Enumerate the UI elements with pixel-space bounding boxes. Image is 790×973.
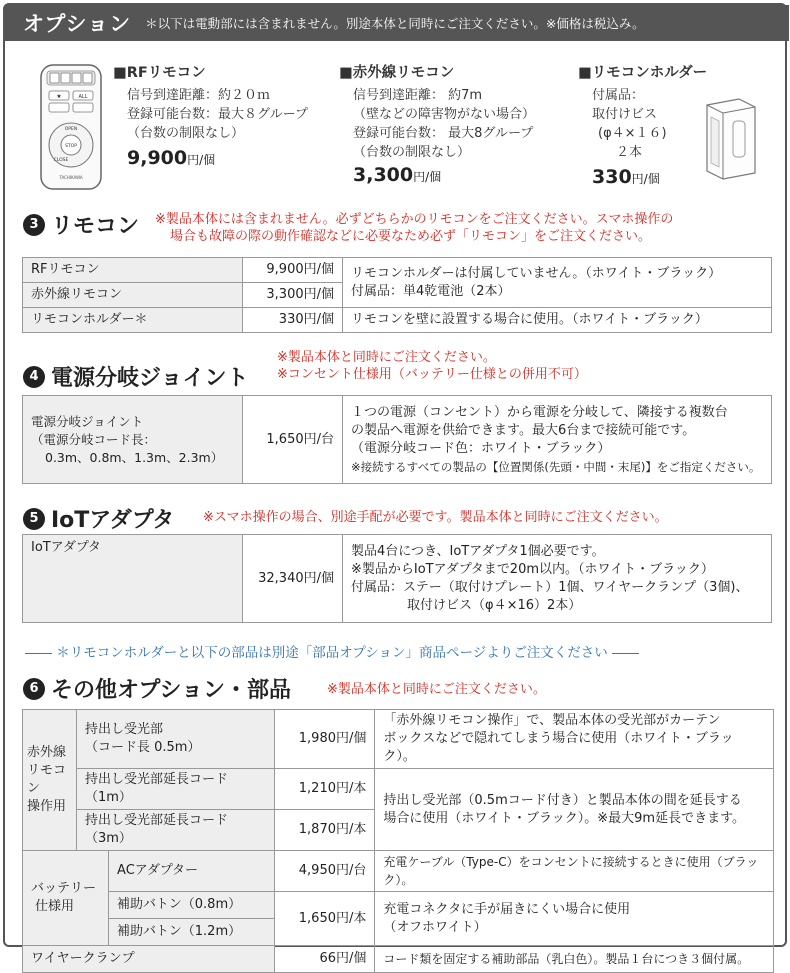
iot-desc-line: 取付けビス（φ４×16）2本） — [407, 597, 582, 613]
section-remote-note — [155, 211, 775, 245]
holder-info: ■リモコンホルダー 付属品： 取付けビス (φ４×１６) ２本 330円/個 — [578, 61, 778, 188]
remote-all-label: ALL — [78, 94, 88, 100]
remote-table — [22, 257, 772, 333]
holder-line: φ４×１６ — [603, 126, 662, 141]
remote-desc-line: 付属品：単4乾電池（2本） — [351, 283, 511, 299]
iot-row-price: 32,340円/個 — [243, 535, 343, 623]
remote-row-name: リモコンホルダー＊ — [23, 308, 243, 333]
ir-remote-price: 3,300 — [353, 164, 414, 186]
iot-row-name: IoTアダプタ — [23, 535, 243, 623]
part-row-name: 持出し受光部延長コード（3m） — [77, 810, 275, 851]
part-row-name: 補助バトン（1.2m） — [109, 919, 275, 946]
section-number: 4 — [23, 366, 45, 388]
holder-line: ２本 — [616, 145, 643, 160]
rf-remote-title: ■RFリモコン — [113, 65, 206, 81]
holder-line: 付属品： — [592, 88, 645, 103]
section-number: 6 — [23, 678, 45, 700]
remote-row-desc: リモコンを壁に設置する場合に使用。（ホワイト・ブラック） — [343, 308, 772, 333]
holder-unit: 円/個 — [631, 172, 660, 186]
group-ir-label-line: 操作用 — [27, 799, 67, 814]
part-row-desc — [375, 769, 774, 851]
iot-table — [22, 534, 772, 623]
group-battery-label-line: バッテリー — [31, 881, 97, 896]
rf-remote-unit: 円/個 — [187, 153, 216, 167]
rf-remote-line: （台数の制限なし） — [127, 126, 245, 141]
section-remote-title: リモコン — [51, 214, 140, 239]
section-remote-header — [23, 209, 139, 240]
ir-remote-line: （壁などの障害物がない場合） — [353, 107, 536, 122]
remote-open-label: OPEN — [64, 127, 78, 132]
part-row-name: ACアダプター — [109, 851, 275, 892]
section-iot-note: ※スマホ操作の場合、別途手配が必要です。製品本体と同時にご注文ください。 — [203, 510, 668, 525]
part-row-price: 1,980円/個 — [275, 710, 375, 769]
options-panel — [3, 3, 787, 966]
power-table — [22, 395, 772, 484]
section-number: 5 — [23, 508, 45, 530]
section-other-header — [23, 673, 291, 704]
power-row-name — [23, 396, 243, 484]
remote-stop-label: STOP — [65, 144, 77, 149]
options-note: ＊以下は電動部には含まれません。別途本体と同時にご注文ください。※価格は税込み。 — [145, 16, 645, 31]
group-battery-label — [23, 851, 109, 946]
other-table — [22, 709, 774, 973]
section-power-note-line: ※製品本体と同時にご注文ください。 — [277, 350, 496, 365]
power-row-price: 1,650円/台 — [243, 396, 343, 484]
rf-remote-image — [39, 63, 103, 191]
part-row-desc — [375, 710, 774, 769]
holder-price: 330 — [592, 166, 632, 188]
ir-remote-line: 登録可能台数： 最大8グループ — [353, 126, 534, 141]
holder-image — [695, 97, 765, 181]
group-ir-label-line: 赤外線 — [27, 745, 67, 760]
section-power-title: 電源分岐ジョイント — [51, 366, 249, 391]
part-name-line: 持出し受光部 — [85, 722, 164, 737]
section-other-title: その他オプション・部品 — [51, 678, 292, 703]
rf-remote-line: 登録可能台数：最大８グループ — [127, 107, 308, 122]
section-power-note — [277, 349, 587, 383]
remote-row-desc — [343, 258, 772, 308]
iot-desc-line: 付属品：ステー（取付けプレート）1個、ワイヤークランプ（3個)、 — [351, 579, 749, 595]
section-iot-header — [23, 503, 174, 534]
holder-title: ■リモコンホルダー — [578, 65, 708, 81]
section-number: 3 — [23, 214, 45, 236]
power-row-desc — [343, 396, 772, 484]
part-row-price: 1,650円/本 — [275, 892, 375, 946]
group-ir-label — [23, 710, 77, 851]
part-row-desc — [375, 892, 774, 946]
part-desc-line: （オフホワイト） — [383, 919, 487, 935]
section-other-note: ※製品本体と同時にご注文ください。 — [327, 682, 546, 697]
part-row-price: 4,950円/台 — [275, 851, 375, 892]
power-desc-line: の製品へ電源を供給できます。最大6台まで接続可能です。 — [351, 422, 696, 438]
remote-desc-line: リモコンホルダーは付属していません。（ホワイト・ブラック） — [351, 265, 722, 281]
group-battery-label-line: 仕様用 — [35, 899, 75, 914]
power-name-line: （電源分岐コード長： — [31, 431, 157, 447]
ir-remote-line: 信号到達距離： 約7m — [353, 88, 483, 103]
iot-desc-line: 製品4台につき、IoTアダプタ1個必要です。 — [351, 543, 605, 559]
ir-remote-line: （台数の制限なし） — [353, 145, 471, 160]
options-title: オプション — [23, 12, 132, 36]
remote-star-label: ★ — [56, 93, 62, 100]
remote-row-price: 330円/個 — [243, 308, 343, 333]
iot-row-desc — [343, 535, 772, 623]
ir-remote-info — [339, 61, 535, 186]
power-desc-line: （電源分岐コード色：ホワイト・ブラック） — [351, 440, 611, 456]
section-remote-note-line: 場合も故障の際の動作確認などに必要なため必ず「リモコン」をご注文ください。 — [170, 229, 652, 244]
part-desc-line: 場合に使用（ホワイト・ブラック）。※最大9m延長できます。 — [383, 810, 746, 826]
part-row-price: 1,210円/本 — [275, 769, 375, 810]
part-row-desc: 充電ケーブル（Type-C）をコンセントに接続するときに使用（ブラック）。 — [375, 851, 774, 892]
parts-divider: ―― ＊リモコンホルダーと以下の部品は別途「部品オプション」商品ページよりご注文ください ―― — [25, 645, 640, 661]
power-desc-line: １つの電源（コンセント）から電源を分岐して、隣接する複数台 — [351, 404, 728, 420]
part-name-line: （コード長 0.5m） — [85, 740, 201, 755]
part-desc-line: ボックスなどで隠れてしまう場合に使用（ホワイト・ブラック）。 — [383, 731, 734, 764]
part-row-price: 66円/個 — [275, 946, 375, 973]
rf-remote-price: 9,900 — [127, 147, 188, 169]
part-desc-line: 「赤外線リモコン操作」で、製品本体の受光部がカーテン — [383, 713, 721, 728]
part-desc-line: 充電コネクタに手が届きにくい場合に使用 — [383, 901, 631, 917]
remote-brand-label: TACHIKAWA — [59, 175, 83, 180]
part-row-name: ワイヤークランプ — [23, 946, 275, 973]
ir-remote-unit: 円/個 — [413, 170, 442, 184]
ir-remote-title: ■赤外線リモコン — [339, 65, 455, 81]
rf-remote-info — [113, 61, 308, 169]
power-desc-line: ※接続するすべての製品の【位置関係(先頭・中間・末尾)】をご指定ください。 — [351, 459, 761, 474]
remote-close-label: CLOSE — [53, 158, 69, 163]
part-row-desc: コード類を固定する補助部品（乳白色）。製品１台につき３個付属。 — [375, 946, 774, 973]
remote-row-name: 赤外線リモコン — [23, 283, 243, 308]
options-header — [5, 5, 789, 41]
remote-row-price: 9,900円/個 — [243, 258, 343, 283]
power-name-line: 電源分岐ジョイント — [31, 413, 144, 429]
remote-row-name: RFリモコン — [23, 258, 243, 283]
part-row-price: 1,870円/本 — [275, 810, 375, 851]
holder-line: 取付けビス — [592, 107, 658, 122]
part-row-name — [77, 710, 275, 769]
remote-row-price: 3,300円/個 — [243, 283, 343, 308]
power-name-line: 0.3m、0.8m、1.3m、2.3m） — [45, 449, 224, 465]
rf-remote-line: 信号到達距離：約２０ｍ — [127, 88, 271, 103]
group-ir-label-line: リモコン — [27, 763, 67, 796]
part-desc-line: 持出し受光部（0.5mコード付き）と製品本体の間を延長する — [383, 792, 742, 808]
section-power-note-line: ※コンセント仕様用（バッテリー仕様との併用不可） — [277, 367, 587, 382]
section-remote-note-line: ※製品本体には含まれません。必ずどちらかのリモコンをご注文ください。スマホ操作の — [155, 212, 674, 227]
part-row-name: 持出し受光部延長コード（1m） — [77, 769, 275, 810]
section-iot-title: IoTアダプタ — [51, 508, 175, 533]
iot-desc-line: ※製品からIoTアダプタまで20m以内。（ホワイト・ブラック） — [351, 561, 714, 577]
section-power-header — [23, 361, 249, 392]
part-row-name: 補助バトン（0.8m） — [109, 892, 275, 919]
